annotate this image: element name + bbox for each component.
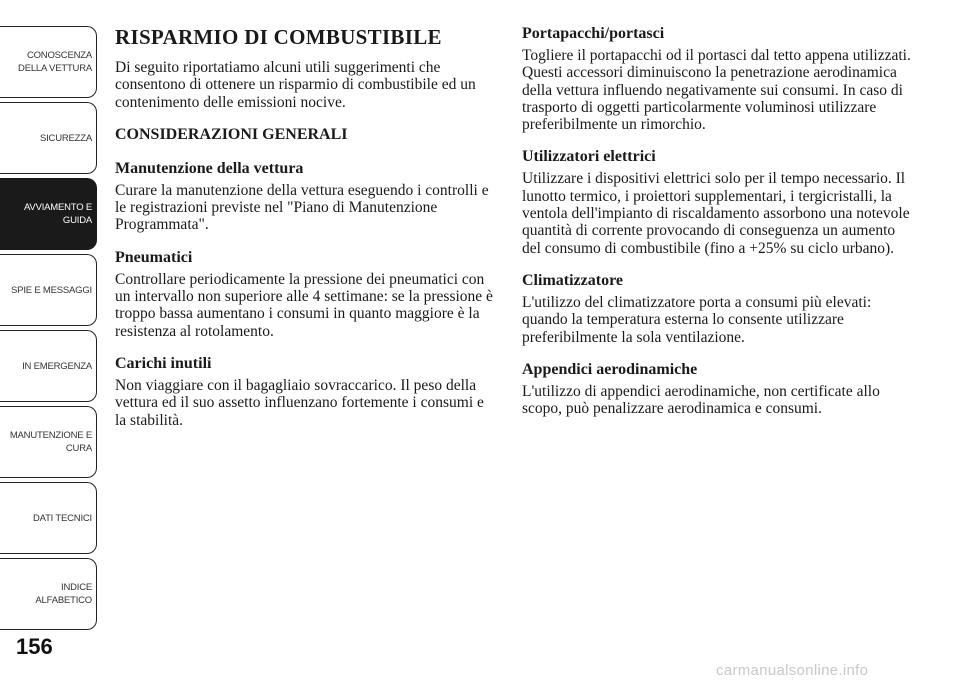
tab-conoscenza-della-vettura[interactable]: CONOSCENZA DELLA VETTURA [0,26,97,98]
loads-heading: Carichi inutili [115,354,212,372]
tyres-heading: Pneumatici [115,248,193,266]
intro-paragraph: Di seguito riportatiamo alcuni utili suggerimenti che consentono di ottenere un risparmio di combustibile ed un contenimento delle emissioni nocive. [115,59,476,111]
left-column [115,24,495,443]
general-considerations-heading: CONSIDERAZIONI GENERALI [115,125,348,143]
tab-spie-e-messaggi[interactable]: SPIE E MESSAGGI [0,254,97,326]
tab-sicurezza[interactable]: SICUREZZA [0,102,97,174]
tab-avviamento-e-guida[interactable]: AVVIAMENTO E GUIDA [0,178,97,250]
electrical-devices-heading: Utilizzatori elettrici [522,148,656,166]
aero-appendages-paragraph: L'utilizzo di appendici aerodinamiche, non certificate allo scopo, può penalizzare aerodinamica e consumi. [522,382,880,418]
roof-rack-heading: Portapacchi/portasci [522,25,665,42]
right-column [522,24,917,431]
electrical-devices-paragraph: Utilizzare i dispositivi elettrici solo per il tempo necessario. Il lunotto termico, i proiettori supplementari, i tergicristalli, la ventola dell'impianto di riscaldamento assorbono una notevole quantità di corrente provocando di conseguenza un aumento del consumo di combustibile (fino a +25% su ciclo urbano). [522,170,910,257]
aero-appendages-heading: Appendici aerodinamiche [522,360,698,378]
climate-control-paragraph: L'utilizzo del climatizzatore porta a consumi più elevati: quando la temperatura esterna lo consente utilizzare preferibilmente la sola ventilazione. [522,293,872,346]
tab-manutenzione-e-cura[interactable]: MANUTENZIONE E CURA [0,406,97,478]
climate-control-heading: Climatizzatore [522,271,623,289]
page-number: 156 [16,634,53,659]
tyres-paragraph: Controllare periodicamente la pressione dei pneumatici con un intervallo non superiore alle 4 settimane: se la pressione è troppo bassa aumentano i consumi in quanto maggiore è la resistenza al rotolamento. [115,270,493,340]
maintenance-paragraph: Curare la manutenzione della vettura eseguendo i controlli e le registrazioni previste nel "Piano di Manutenzione Programmata". [115,181,489,234]
watermark: carmanualsonline.info [716,662,869,679]
section-title: RISPARMIO DI COMBUSTIBILE [115,25,442,49]
maintenance-heading: Manutenzione della vettura [115,159,304,177]
roof-rack-paragraph: Togliere il portapacchi od il portasci dal tetto appena utilizzati. Questi accessori diminuiscono la penetrazione aerodinamica della vettura influendo negativamente sui consumi. In caso di trasporto di oggetti particolarmente voluminosi utilizzare preferibilmente un rimorchio. [522,47,911,134]
loads-paragraph: Non viaggiare con il bagagliaio sovraccarico. Il peso della vettura ed il suo assetto influenzano fortemente i consumi e la stabilità. [115,376,484,429]
tab-indice-alfabetico[interactable]: INDICE ALFABETICO [0,558,97,630]
tab-in-emergenza[interactable]: IN EMERGENZA [0,330,97,402]
tab-dati-tecnici[interactable]: DATI TECNICI [0,482,97,554]
